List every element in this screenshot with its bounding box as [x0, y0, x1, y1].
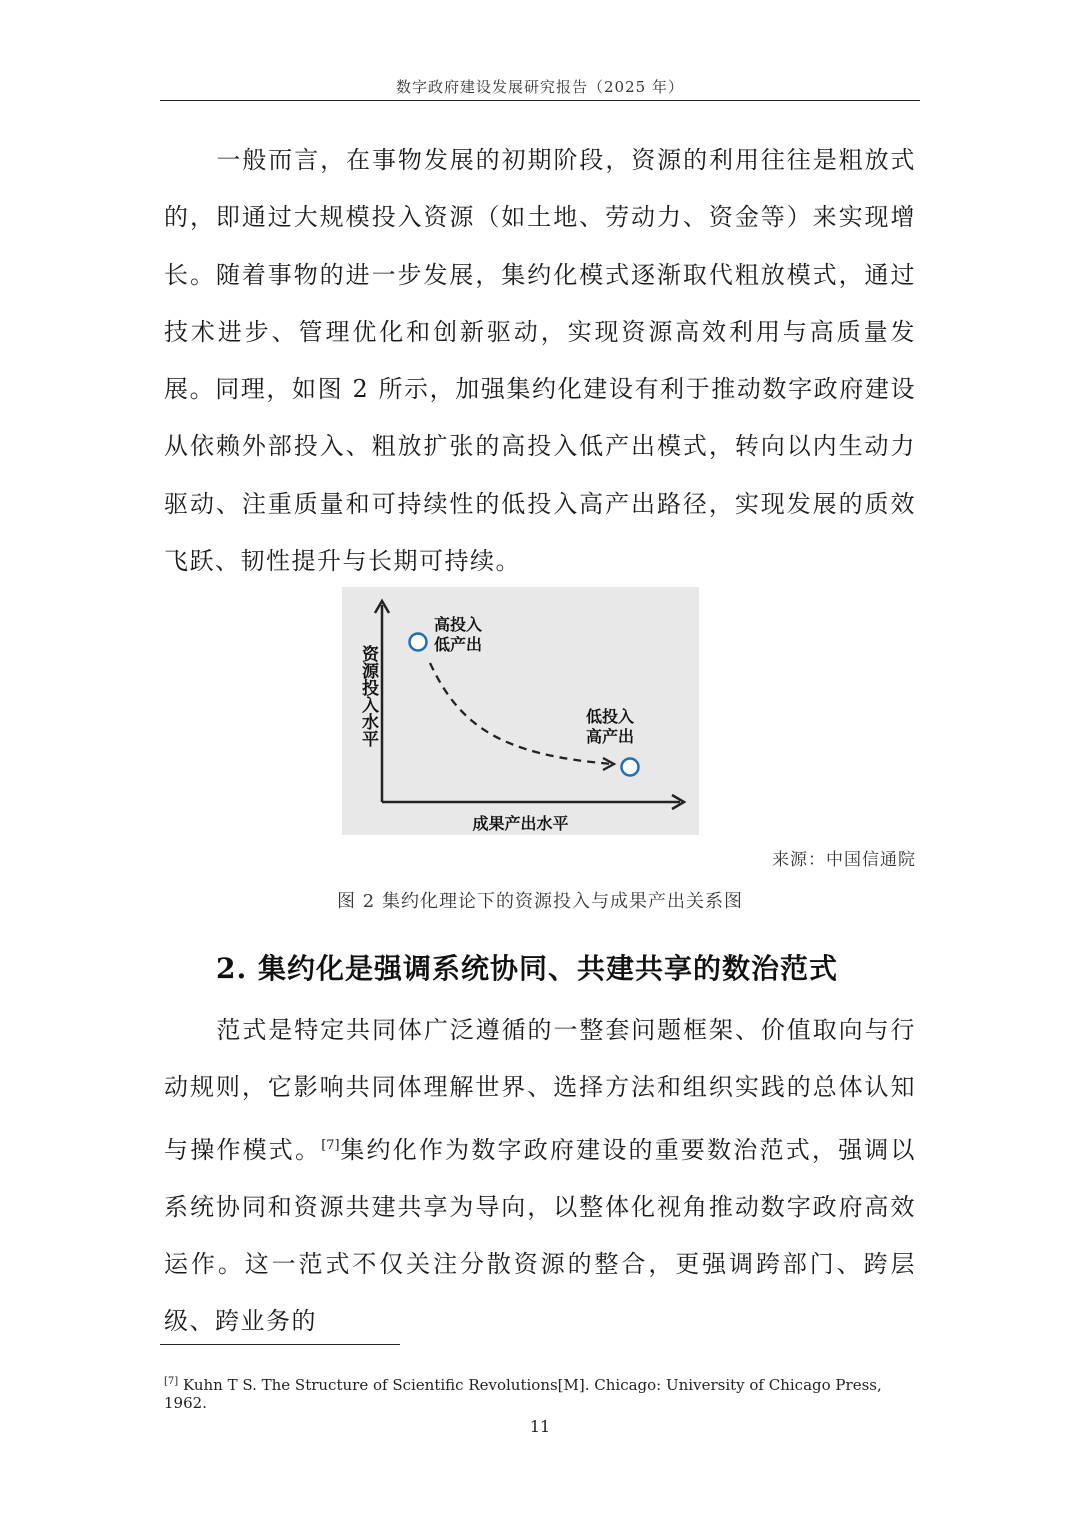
header-rule: [160, 100, 920, 101]
end-point-label-line1: 低投入: [586, 707, 635, 726]
figure-caption: 图 2 集约化理论下的资源投入与成果产出关系图: [337, 891, 743, 912]
y-axis-label: 资源投入水平: [358, 645, 378, 747]
paragraph-1-text: 一般而言，在事物发展的初期阶段，资源的利用往往是粗放式的，即通过大规模投入资源（如土地、劳动力、资金等）来实现增长。随着事物的进一步发展，集约化模式逐渐取代粗放模式，通过技术进步、管理优化和创新驱动，实现资源高效利用与高质量发展。同理，如图 2 所示，加强集约化建设有利于推动数字政府建设从依赖外部投入、粗放扩张的高投入低产出模式，转向以内生动力驱动、注重质量和可持续性的低投入高产出路径，实现发展的质效飞跃、韧性提升与长期可持续。: [164, 146, 916, 576]
footnote-rule: [160, 1344, 400, 1345]
paragraph-2-text-after-ref: 集约化作为数字政府建设的重要数治范式，强调以系统协同和资源共建共享为导向，以整体化视角推动数字政府高效运作。这一范式不仅关注分散资源的整合，更强调跨部门、跨层级、跨业务的: [164, 1135, 917, 1336]
start-point-label-line2: 低产出: [434, 635, 483, 654]
figure-resource-output-diagram: [342, 587, 699, 835]
footnote-7: [164, 1376, 916, 1412]
start-point-label-line1: 高投入: [434, 615, 483, 634]
figure-source: 来源：中国信通院: [772, 850, 916, 870]
footnote-reference-7[interactable]: [7]: [321, 1137, 340, 1153]
paragraph-2: [164, 1002, 916, 1351]
paragraph-1: [164, 132, 916, 590]
paragraph-2-text-before-ref: 范式是特定共同体广泛遵循的一整套问题框架、价值取向与行动规则，它影响共同体理解世界、选择方法和组织实践的总体认知与操作模式。: [164, 1016, 916, 1164]
low-input-high-output-point: [622, 759, 639, 776]
section-heading: 2. 集约化是强调系统协同、共建共享的数治范式: [216, 952, 838, 985]
end-point-label-line2: 高产出: [586, 727, 635, 746]
running-header: 数字政府建设发展研究报告（2025 年）: [396, 78, 684, 96]
transition-curve: [430, 663, 612, 764]
page-number: 11: [529, 1417, 551, 1436]
diagram-canvas: [342, 587, 699, 835]
footnote-text: Kuhn T S. The Structure of Scientific Revolutions[M]. Chicago: University of Chicago Press, 1962.: [164, 1376, 882, 1412]
start-point-label: [434, 615, 482, 655]
x-axis-label: 成果产出水平: [472, 814, 569, 833]
end-point-label: [586, 707, 634, 747]
footnote-mark: [7]: [164, 1376, 179, 1387]
high-input-low-output-point: [410, 634, 427, 651]
